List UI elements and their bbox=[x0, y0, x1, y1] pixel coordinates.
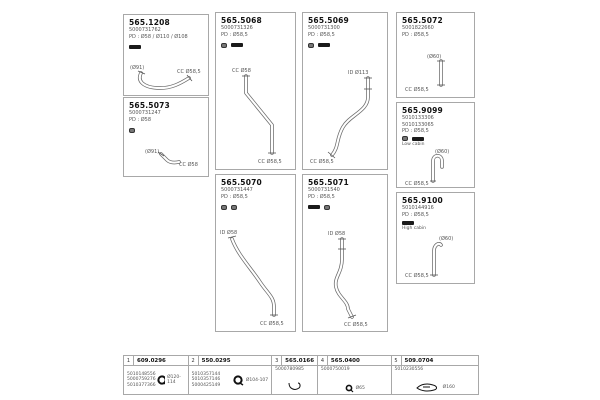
pipe-label: (Ø91) bbox=[130, 65, 145, 71]
part-number: 565.5073 bbox=[129, 101, 170, 110]
pipe-drawing bbox=[306, 225, 386, 328]
part-panel-565-9100 bbox=[396, 192, 475, 284]
pipe-label: ID Ø113 bbox=[348, 70, 369, 76]
legend-reference: 5010230556 bbox=[394, 367, 424, 372]
clamp-icon bbox=[344, 383, 354, 393]
part-panel-565-5070 bbox=[215, 174, 296, 332]
part-number: 565.5071 bbox=[308, 178, 349, 187]
gasket-icon bbox=[231, 43, 243, 47]
oe-reference: 5010144916 bbox=[402, 205, 434, 212]
pipe-drawing bbox=[218, 63, 293, 166]
oe-reference: 5000731762 bbox=[129, 27, 161, 34]
part-panel-565-5068 bbox=[215, 12, 296, 170]
legend-index: 4 bbox=[318, 356, 328, 365]
part-panel-565-5073 bbox=[123, 97, 209, 177]
legend-part-number: 609.0296 bbox=[137, 357, 166, 364]
pipe-diameter: PD : Ø58,5 bbox=[308, 31, 335, 38]
clamp-size: Ø104-107 bbox=[245, 377, 269, 383]
pipe-label: (Ø91) bbox=[145, 149, 160, 155]
pipe-label: (Ø60) bbox=[427, 54, 442, 60]
legend-item-2 bbox=[189, 356, 273, 394]
clamp-icon bbox=[324, 205, 330, 210]
legend-part-number: 509.0704 bbox=[404, 357, 434, 364]
legend-item-5 bbox=[392, 356, 479, 394]
pipe-label: CC Ø58,5 bbox=[405, 87, 429, 93]
clamp-size: Ø65 bbox=[355, 385, 365, 391]
pipe-diameter: PD : Ø58 bbox=[129, 116, 152, 123]
pipe-label: ID Ø58 bbox=[220, 230, 238, 236]
legend-index: 5 bbox=[392, 356, 402, 365]
clamp-size: Ø120-114 bbox=[167, 375, 181, 385]
bracket-size: Ø160 bbox=[442, 384, 455, 390]
part-number: 565.5069 bbox=[308, 16, 349, 25]
pipe-label: CC Ø58,5 bbox=[405, 273, 429, 279]
oe-reference: 5000731540 bbox=[308, 187, 340, 194]
oe-reference: 5010133065 bbox=[402, 121, 434, 128]
clamp-icon bbox=[231, 205, 237, 210]
oe-reference: 5000731326 bbox=[221, 25, 253, 32]
pipe-diameter: PD : Ø58,5 bbox=[402, 211, 429, 218]
cabin-note: High cabin bbox=[402, 225, 426, 231]
oe-reference: 5010133306 bbox=[402, 115, 434, 122]
gasket-icon bbox=[412, 137, 424, 141]
pipe-diameter: PD : Ø58,5 bbox=[308, 193, 335, 200]
part-panel-565-5072 bbox=[396, 12, 475, 98]
mounting-bracket-icon bbox=[415, 381, 441, 393]
part-number: 565.5070 bbox=[221, 178, 262, 187]
part-number: 565.9100 bbox=[402, 196, 443, 205]
clamp-icon bbox=[129, 128, 135, 133]
legend-reference: 5000425149 bbox=[191, 382, 221, 388]
pipe-diameter: PD : Ø58,5 bbox=[402, 127, 429, 134]
part-panel-565-5069 bbox=[302, 12, 388, 170]
pipe-label: (Ø60) bbox=[435, 149, 450, 155]
pipe-drawing bbox=[127, 144, 205, 172]
legend-reference: 5010357144 bbox=[191, 371, 221, 377]
part-number: 565.5072 bbox=[402, 16, 443, 25]
legend-index: 3 bbox=[272, 356, 282, 365]
pipe-drawing bbox=[127, 57, 205, 93]
pipe-label: CC Ø58,5 bbox=[310, 159, 334, 165]
legend-index: 2 bbox=[189, 356, 199, 365]
legend-reference: 5010377366 bbox=[127, 382, 156, 388]
pipe-diameter: PD : Ø58 / Ø110 / Ø108 bbox=[129, 33, 188, 40]
legend-item-1 bbox=[124, 356, 189, 394]
pipe-drawing bbox=[218, 225, 293, 328]
legend-index: 1 bbox=[124, 356, 134, 365]
pipe-label: CC Ø58,5 bbox=[177, 69, 201, 75]
hanger-hook-icon bbox=[286, 379, 304, 393]
part-panel-565-1208 bbox=[123, 14, 209, 96]
clamp-icon bbox=[221, 43, 227, 48]
legend-part-number: 550.0295 bbox=[201, 357, 231, 364]
gasket-icon bbox=[129, 45, 141, 49]
clamp-icon bbox=[156, 374, 165, 386]
cabin-note: Low cabin bbox=[402, 142, 425, 147]
oe-reference: 5000731247 bbox=[129, 110, 161, 117]
legend-reference: 5010148556 bbox=[127, 371, 156, 377]
pipe-label: CC Ø58,5 bbox=[344, 322, 368, 328]
legend-item-4 bbox=[318, 356, 392, 394]
pipe-label: CC Ø58,5 bbox=[405, 181, 429, 187]
pipe-label: CC Ø58 bbox=[232, 68, 251, 74]
fittings-legend-table bbox=[123, 355, 479, 395]
pipe-label: CC Ø58,5 bbox=[258, 159, 282, 165]
legend-reference: 5000780985 bbox=[275, 367, 304, 372]
gasket-icon bbox=[402, 221, 414, 225]
gasket-icon bbox=[318, 43, 330, 47]
oe-reference: 5000731300 bbox=[308, 25, 340, 32]
pipe-label: (Ø60) bbox=[439, 236, 454, 242]
pipe-drawing bbox=[403, 145, 467, 187]
oe-reference: 5000731447 bbox=[221, 187, 253, 194]
clamp-icon bbox=[402, 136, 408, 141]
clamp-icon bbox=[221, 205, 227, 210]
legend-item-3 bbox=[272, 356, 318, 394]
legend-part-number: 565.0400 bbox=[330, 357, 360, 364]
part-number: 565.5068 bbox=[221, 16, 262, 25]
pipe-label: ID Ø58 bbox=[328, 231, 346, 237]
part-panel-565-5071 bbox=[302, 174, 388, 332]
legend-reference: 5000759276 bbox=[127, 377, 156, 383]
pipe-diameter: PD : Ø58,5 bbox=[402, 31, 429, 38]
legend-part-number: 565.0166 bbox=[285, 357, 315, 364]
pipe-drawing bbox=[306, 63, 386, 166]
pipe-drawing bbox=[403, 231, 467, 281]
part-panel-565-9099 bbox=[396, 102, 475, 188]
part-number: 565.9099 bbox=[402, 106, 443, 115]
part-number: 565.1208 bbox=[129, 18, 170, 27]
pipe-diameter: PD : Ø58,5 bbox=[221, 193, 248, 200]
legend-reference: 5010357146 bbox=[191, 377, 221, 383]
pipe-label: CC Ø58 bbox=[179, 162, 198, 168]
pipe-label: CC Ø58,5 bbox=[260, 321, 284, 327]
pipe-diameter: PD : Ø58,5 bbox=[221, 31, 248, 38]
pipe-drawing bbox=[403, 49, 467, 95]
oe-reference: 5001822660 bbox=[402, 25, 434, 32]
gasket-icon bbox=[308, 205, 320, 209]
clamp-icon bbox=[308, 43, 314, 48]
legend-reference: 5000750019 bbox=[320, 367, 350, 372]
clamp-icon bbox=[232, 374, 244, 386]
